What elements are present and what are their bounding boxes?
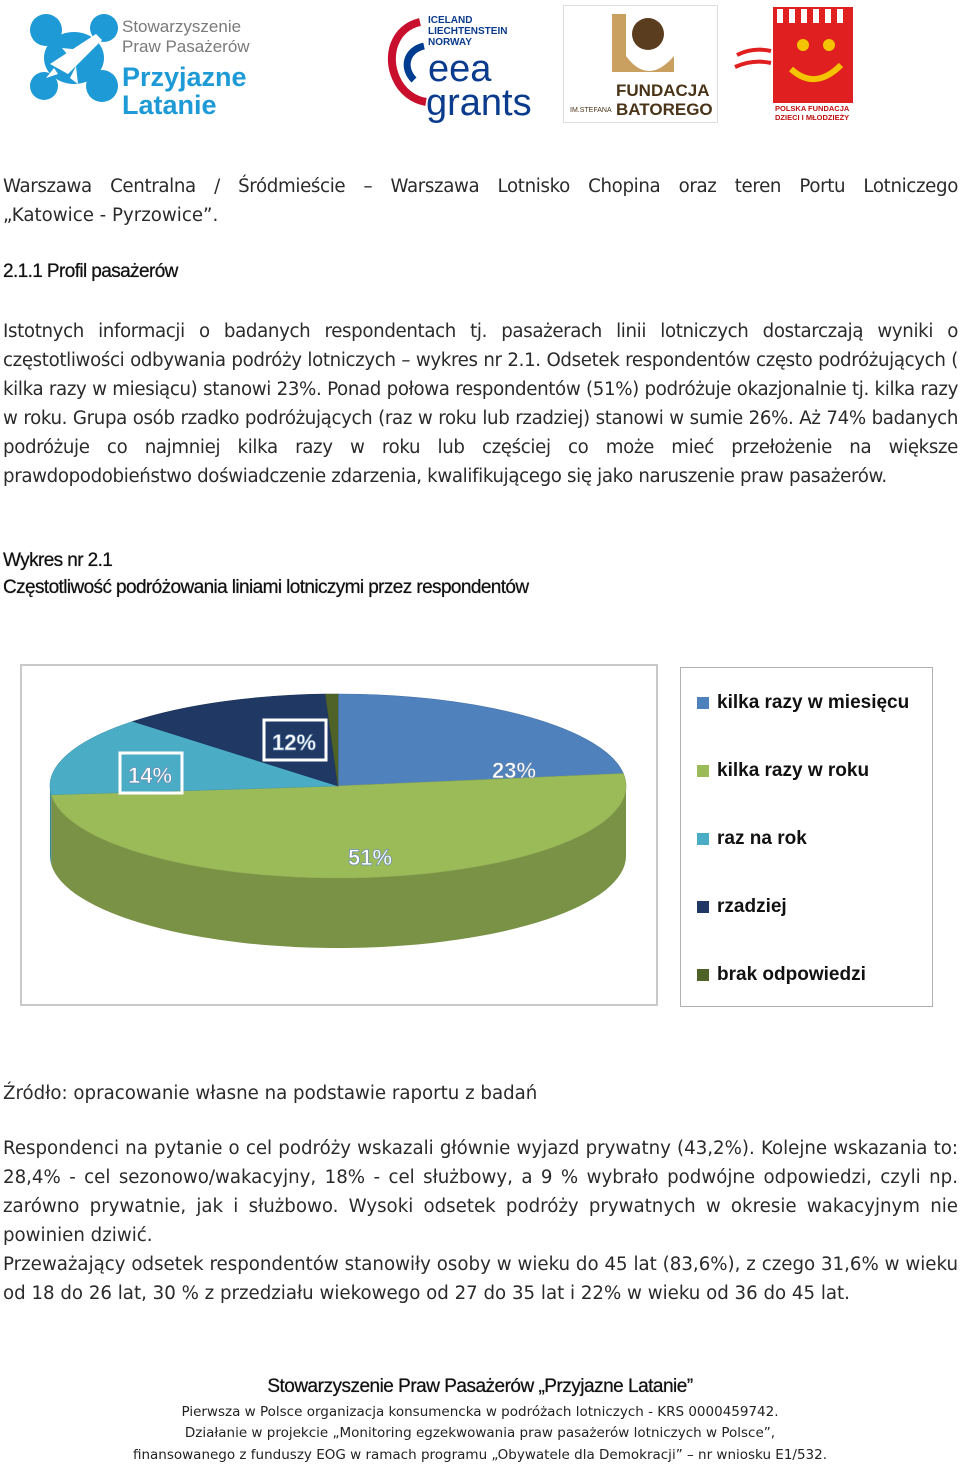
intro-line2: „Katowice - Pyrzowice”. — [3, 205, 219, 226]
eea-country-3: NORWAY — [428, 37, 472, 48]
footer-org: Stowarzyszenie Praw Pasażerów „Przyjazne Latanie” — [267, 1376, 693, 1397]
spp-logo-line4: Latanie — [122, 90, 217, 120]
footer-line2: Działanie w projekcie „Monitoring egzekwowania praw pasażerów lotniczych w Polsce”, — [184, 1425, 776, 1441]
spp-logo — [24, 8, 264, 120]
legend-item-5 — [697, 964, 866, 986]
legend-label-3: raz na rok — [717, 828, 807, 849]
legend-label-4: rzadziej — [717, 896, 787, 917]
paragraph-1: Istotnych informacji o badanych respondentach tj. pasażerach linii lotniczych dostarczają wyniki o częstotliwości odbywania podróży lotniczych – wykres nr 2.1. Odsetek respondentów często podróżujących ( kilka razy w miesiącu) stanowi 23%. Ponad połowa respondentów (51%) podróżuje okazjonalnie tj. kilka razy w roku. Grupa osób rzadko podróżujących (raz w roku lub rzadziej) stanowi w sumie 26%. Aż 74% badanych podróżuje co najmniej kilka razy w roku lub częściej co może mieć przełożenie na większe prawdopodobieństwo doświadczenie zdarzenia, kwalifikującego się jako naruszenie praw pasażerów. — [3, 321, 958, 487]
pie-slice-1 — [338, 694, 623, 786]
paragraph-3: Przeważający odsetek respondentów stanowiły osoby w wieku do 45 lat (83,6%), z czego 31,6% w wieku od 18 do 26 lat, 30 % z przedziału wiekowego od 27 do 35 lat i 22% w wieku od 36 do 45 lat. — [3, 1254, 958, 1304]
legend-swatch-3 — [697, 833, 709, 845]
batory-line2: BATOREGO — [616, 100, 713, 119]
footer-line1: Pierwsza w Polsce organizacja konsumencka w podróżach lotniczych - KRS 0000459742. — [181, 1404, 779, 1420]
legend-item-2 — [697, 760, 869, 782]
chart-area — [20, 664, 658, 1006]
pie-data-label-1: 23% — [492, 758, 537, 783]
paragraph-2: Respondenci na pytanie o cel podróży wskazali głównie wyjazd prywatny (43,2%). Kolejne wskazania to: 28,4% - cel sezonowo/wakacyjny, 18% - cel służbowy, a 9 % wybrało podwójne odpowiedzi, czyli np. zarówno prywatnie, jak i służbowo. Wysoki odsetek podróży prywatnych w okresie wakacyjnym nie powinien dziwić. — [3, 1138, 958, 1246]
pfdm-line1: POLSKA FUNDACJA — [775, 104, 850, 113]
pie-chart — [22, 666, 656, 1004]
legend-label-5: brak odpowiedzi — [717, 964, 866, 985]
legend-swatch-4 — [697, 901, 709, 913]
legend-label-2: kilka razy w roku — [717, 760, 870, 781]
legend-label-1: kilka razy w miesięcu — [717, 692, 910, 713]
eea-swirl-icon — [384, 16, 430, 108]
pie-side-3 — [50, 786, 51, 865]
pie-data-label-3: 14% — [128, 763, 173, 788]
batory-line1: FUNDACJA — [616, 81, 710, 100]
eea-word: eea — [428, 48, 492, 90]
grants-word: grants — [426, 82, 532, 124]
legend-item-4 — [697, 896, 787, 918]
batory-small: IM.STEFANA — [570, 107, 612, 114]
eea-grants-logo — [384, 12, 549, 124]
footer-line3: finansowanego z funduszy EOG w ramach programu „Obywatele dla Demokracji” – nr wniosku E1/532. — [132, 1447, 828, 1463]
pie-data-label-2: 51% — [348, 845, 393, 870]
chart-caption: Częstotliwość podróżowania liniami lotniczymi przez respondentów — [3, 577, 529, 598]
pfdm-emblem-icon — [733, 3, 855, 103]
eea-country-1: ICELAND — [428, 15, 473, 26]
legend-swatch-1 — [697, 697, 709, 709]
chart-label: Wykres nr 2.1 — [3, 550, 113, 571]
legend-swatch-2 — [697, 765, 709, 777]
batory-emblem-icon — [608, 12, 678, 82]
source-note: Źródło: opracowanie własne na podstawie raportu z badań — [3, 1083, 538, 1104]
intro-line1: Warszawa Centralna / Śródmieście – Warszawa Lotnisko Chopina oraz teren Portu Lotniczego — [3, 176, 958, 197]
spp-logo-line2: Praw Pasażerów — [122, 37, 250, 56]
pfdm-line2: DZIECI I MŁODZIEŻY — [775, 113, 850, 122]
pfdm-logo — [733, 3, 855, 123]
airplane-icon — [24, 8, 124, 108]
pie-data-label-4: 12% — [272, 730, 317, 755]
legend-swatch-5 — [697, 969, 709, 981]
legend-item-1 — [697, 692, 909, 714]
chart-legend — [680, 667, 933, 1007]
batory-logo — [563, 5, 718, 123]
section-heading: 2.1.1 Profil pasażerów — [3, 261, 178, 282]
spp-logo-line1: Stowarzyszenie — [122, 17, 242, 36]
spp-logo-line3: Przyjazne — [122, 62, 247, 92]
legend-item-3 — [697, 828, 807, 850]
eea-country-2: LIECHTENSTEIN — [428, 26, 508, 37]
